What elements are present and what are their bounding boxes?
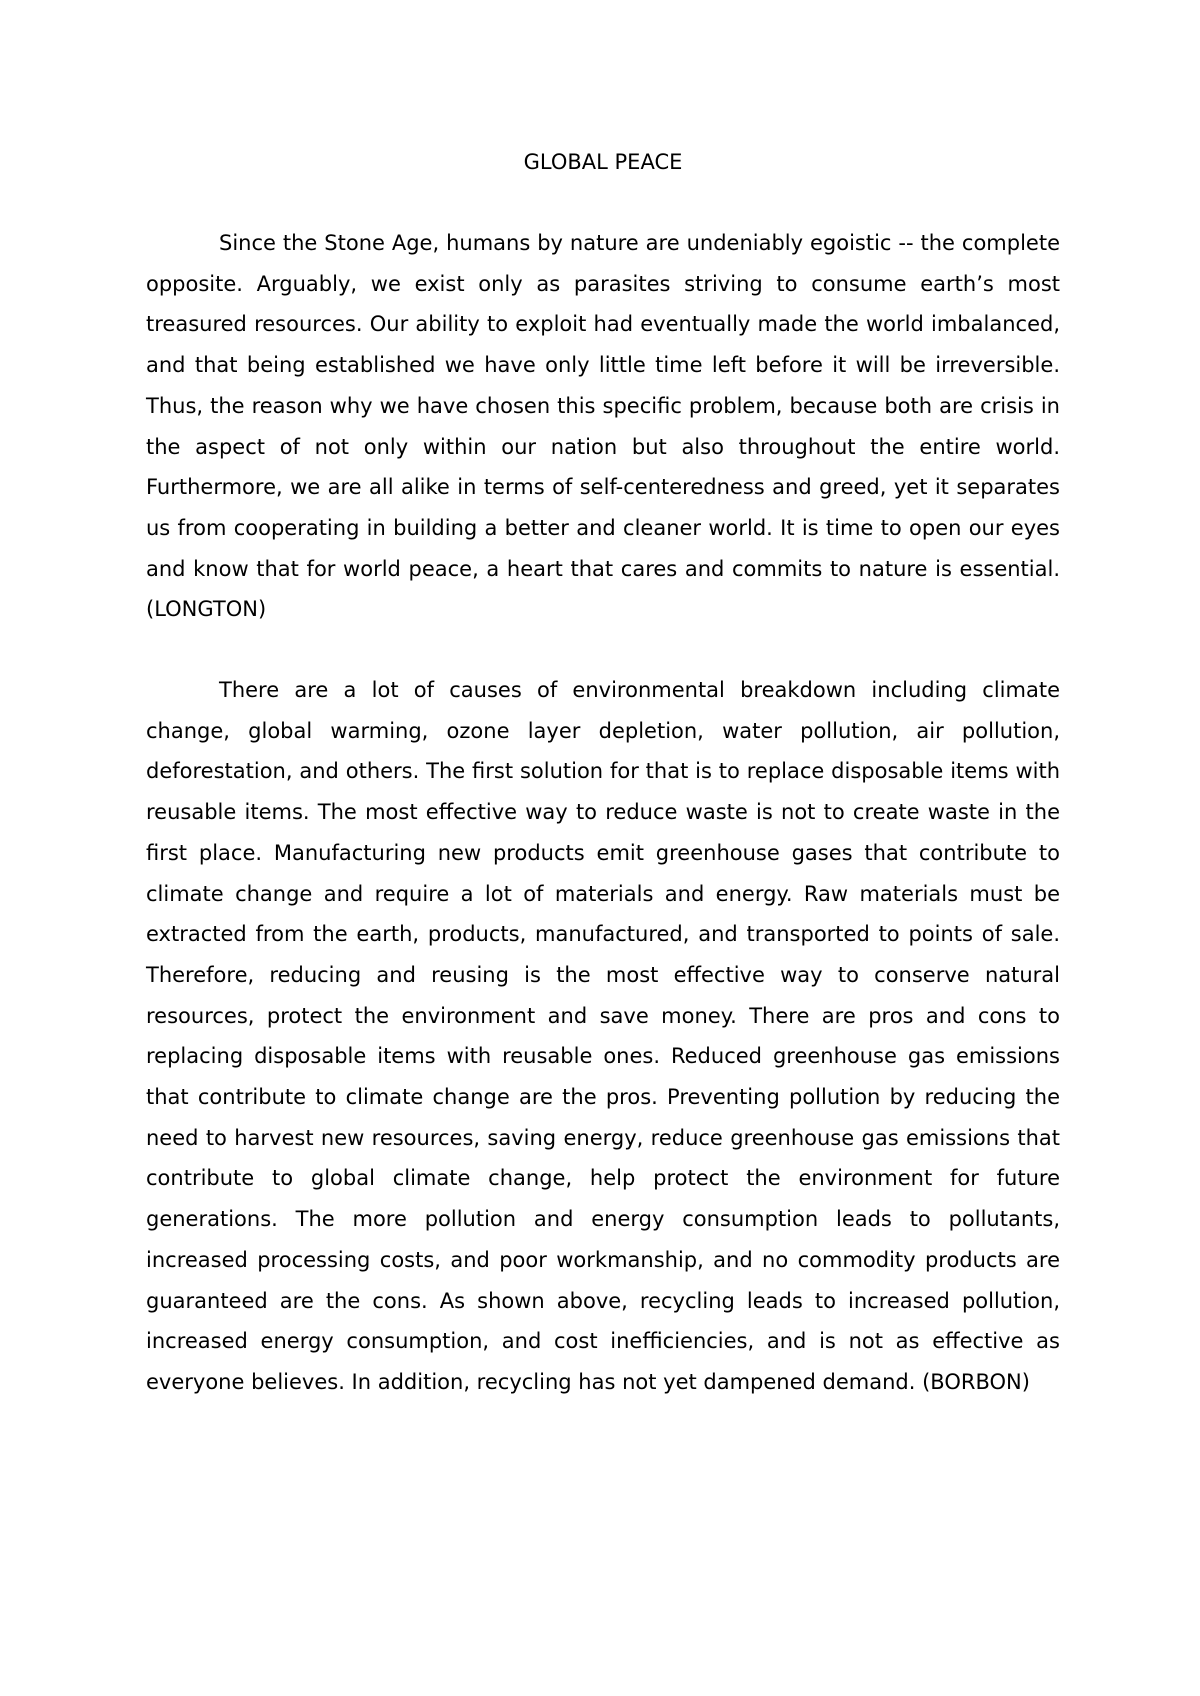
paragraph-longton: Since the Stone Age, humans by nature are undeniably egoistic -- the complete opposite. Arguably, we exist only as parasites striving to consume earth’s most treasured resources. Our ability to exploit had eventually made the world imbalanced, and that being established we have only little time left before it will be irreversible. Thus, the reason why we have chosen this specific problem, because both are crisis in the aspect of not only within our nation but also throughout the entire world. Furthermore, we are all alike in terms of self-centeredness and greed, yet it separates us from cooperating in building a better and cleaner world. It is time to open our eyes and know that for world peace, a heart that cares and commits to nature is essential. (LONGTON) [146, 231, 1060, 622]
document-title: GLOBAL PEACE [523, 150, 683, 174]
paragraph-borbon: There are a lot of causes of environmental breakdown including climate change, global warming, ozone layer depletion, water pollution, air pollution, deforestation, and others. The first solution for that is to replace disposable items with reusable items. The most effective way to reduce waste is not to create waste in the first place. Manufacturing new products emit greenhouse gases that contribute to climate change and require a lot of materials and energy. Raw materials must be extracted from the earth, products, manufactured, and transported to points of sale. Therefore, reducing and reusing is the most effective way to conserve natural resources, protect the environment and save money. There are pros and cons to replacing disposable items with reusable ones. Reduced greenhouse gas emissions that contribute to climate change are the pros. Preventing pollution by reducing the need to harvest new resources, saving energy, reduce greenhouse gas emissions that contribute to global climate change, help protect the environment for future generations. The more pollution and energy consumption leads to pollutants, increased processing costs, and poor workmanship, and no commodity products are guaranteed are the cons. As shown above, recycling leads to increased pollution, increased energy consumption, and cost inefficiencies, and is not as effective as everyone believes. In addition, recycling has not yet dampened demand. (BORBON) [146, 678, 1060, 1394]
document-body [146, 142, 1060, 1403]
